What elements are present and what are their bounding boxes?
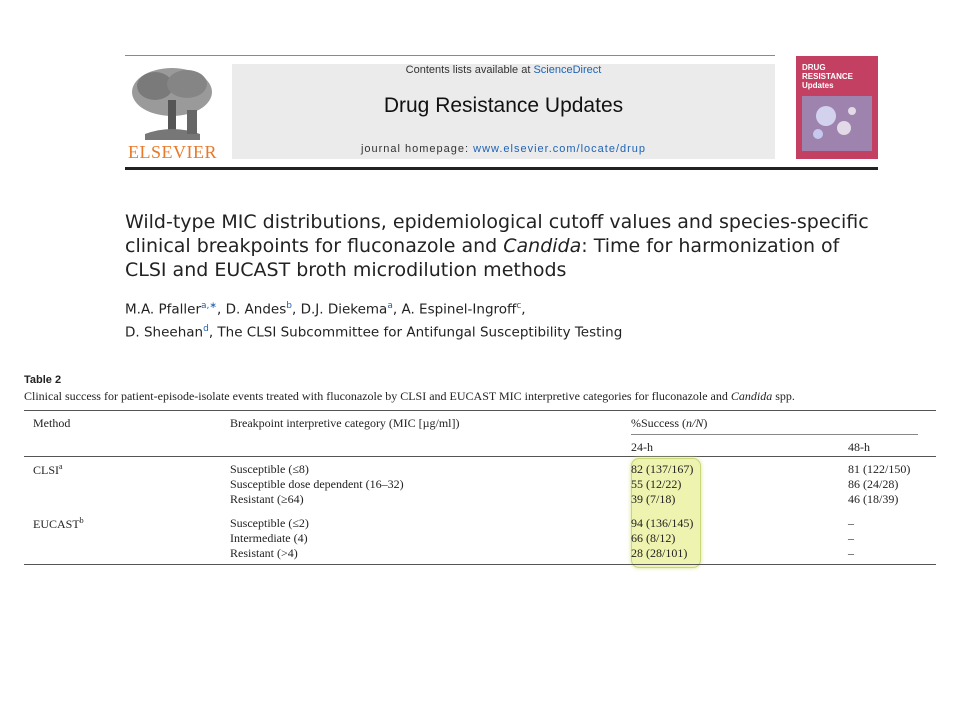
paper-title (125, 210, 885, 282)
author-name[interactable]: D. Andes (225, 301, 287, 318)
table-header-rule (24, 456, 936, 457)
author-separator: , (216, 301, 226, 318)
success-subrule (631, 434, 918, 435)
journal-title: Drug Resistance Updates (383, 94, 624, 117)
table-row-category: Susceptible (≤8) (230, 462, 309, 476)
author-separator: , (392, 301, 402, 318)
elsevier-logo (125, 64, 220, 162)
author-name[interactable]: D. Sheehan (125, 324, 204, 340)
cover-art-icon (796, 56, 878, 159)
table-caption (24, 389, 934, 404)
author-list (125, 297, 885, 342)
table-label: Table 2 (24, 374, 62, 386)
success-italic: n/N (685, 416, 704, 430)
table-row-48h: – (848, 546, 854, 560)
journal-header-panel (232, 64, 775, 159)
success-suffix: ) (703, 416, 708, 430)
table-bottom-rule (24, 564, 936, 565)
table-row-24h: 66 (8/12) (631, 531, 676, 545)
elsevier-tree-icon (125, 64, 220, 142)
table-row-24h: 82 (137/167) (631, 462, 694, 476)
table-row-48h: 46 (18/39) (848, 492, 899, 506)
table-row-24h: 94 (136/145) (631, 516, 694, 530)
table-top-rule (24, 410, 936, 411)
caption-part-1: Clinical success for patient-episode-isolate events treated with fluconazole by CLSI and EUCAST MIC interpretive categories for fluconazole and (24, 389, 731, 403)
author-name[interactable]: M.A. Pfaller (125, 301, 202, 318)
author-separator: , The CLSI Subcommittee for Antifungal Susceptibility Testing (208, 324, 623, 340)
author-affiliation[interactable]: c (516, 301, 522, 311)
method-name: EUCAST (33, 517, 80, 531)
title-part-1: Wild-type MIC distributions, epidemiological cutoff values and species-specific clinical breakpoints for fluconazole and (125, 211, 869, 257)
table-row-category: Intermediate (4) (230, 531, 308, 545)
method-clsi (33, 462, 63, 478)
method-eucast (33, 516, 84, 532)
table-row-category: Resistant (>4) (230, 546, 298, 560)
header-top-rule (125, 55, 775, 56)
author-separator: , (291, 301, 301, 318)
method-footnote[interactable]: b (79, 516, 84, 525)
table-row-48h: 86 (24/28) (848, 477, 899, 491)
author-name[interactable]: D.J. Diekema (300, 301, 388, 318)
table-row-24h: 55 (12/22) (631, 477, 682, 491)
header-24h: 24-h (631, 440, 653, 454)
journal-homepage (232, 143, 775, 155)
header-method: Method (33, 416, 71, 430)
author-name[interactable]: A. Espinel-Ingroff (401, 301, 517, 318)
caption-part-2: spp. (772, 389, 795, 403)
homepage-link[interactable]: www.elsevier.com/locate/drup (473, 143, 647, 155)
author-affiliation[interactable]: d (203, 323, 209, 334)
table-row-category: Susceptible (≤2) (230, 516, 309, 530)
method-footnote[interactable]: a (59, 462, 63, 471)
elsevier-wordmark: ELSEVIER (128, 142, 217, 162)
table-row-category: Susceptible dose dependent (16–32) (230, 477, 404, 491)
title-italic: Candida (503, 235, 582, 257)
homepage-prefix: journal homepage: (360, 143, 474, 155)
caption-italic: Candida (730, 389, 773, 403)
contents-line (232, 64, 775, 76)
header-48h: 48-h (848, 440, 870, 454)
method-name: CLSI (33, 463, 60, 477)
contents-prefix: Contents lists available at (405, 64, 534, 76)
header-category: Breakpoint interpretive category (MIC [µg/ml]) (230, 416, 460, 430)
table-row-category: Resistant (≥64) (230, 492, 304, 506)
author-separator: , (521, 301, 526, 318)
author-affiliation[interactable]: a (387, 301, 393, 311)
header-success (631, 416, 707, 431)
table-row-24h: 39 (7/18) (631, 492, 676, 506)
table-row-48h: 81 (122/150) (848, 462, 911, 476)
author-affiliation[interactable]: a,∗ (201, 301, 217, 311)
sciencedirect-link[interactable]: ScienceDirect (533, 64, 602, 76)
success-prefix: %Success ( (631, 416, 686, 430)
table-row-24h: 28 (28/101) (631, 546, 688, 560)
journal-cover-image (796, 56, 878, 159)
table-row-48h: – (848, 516, 854, 530)
title-part-2: : Time for harmonization of CLSI and EUCAST broth microdilution methods (125, 235, 840, 281)
header-bottom-rule (125, 167, 878, 170)
cover-title: DRUG RESISTANCE Updates (802, 63, 853, 90)
table-row-48h: – (848, 531, 854, 545)
author-affiliation[interactable]: b (286, 301, 292, 311)
